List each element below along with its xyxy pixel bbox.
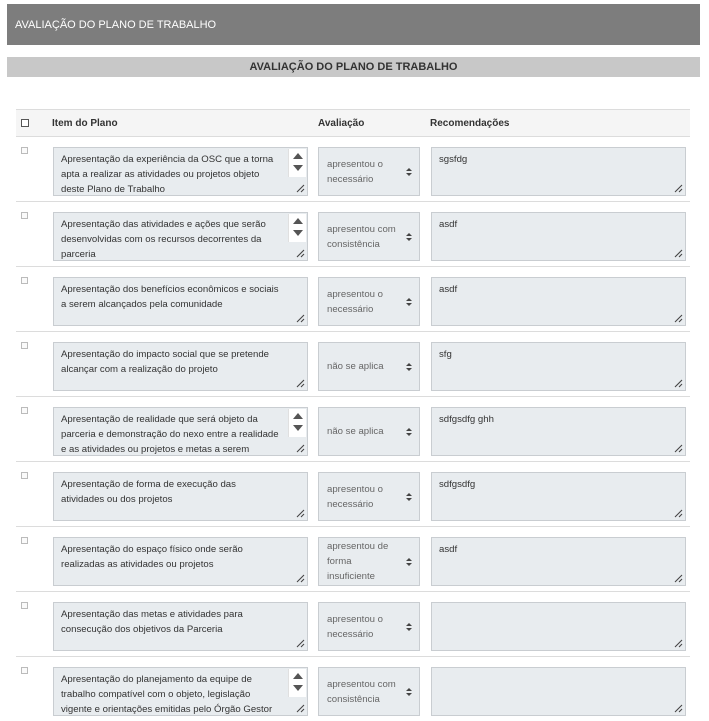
recommendation-textarea[interactable]: [431, 667, 686, 716]
scroll-up-icon[interactable]: [293, 673, 303, 679]
evaluation-value: apresentou com consistência: [327, 678, 396, 705]
resize-grip-icon[interactable]: [673, 248, 683, 258]
item-text: Apresentação dos benefícios econômicos e sociais a serem alcançados pela comunidade: [61, 284, 279, 310]
table-row: [16, 397, 690, 462]
resize-grip-icon[interactable]: [295, 313, 305, 323]
item-textarea[interactable]: [53, 602, 308, 651]
spinner-arrows-icon[interactable]: [288, 149, 306, 177]
resize-grip-icon[interactable]: [673, 183, 683, 193]
table-row: [16, 202, 690, 267]
evaluation-value: apresentou com consistência: [327, 223, 396, 250]
table-header: [16, 109, 690, 137]
row-checkbox[interactable]: [21, 472, 28, 479]
table-row: [16, 137, 690, 202]
resize-grip-icon[interactable]: [295, 508, 305, 518]
spinner-arrows-icon[interactable]: [288, 214, 306, 242]
recommendation-textarea[interactable]: [431, 602, 686, 651]
resize-grip-icon[interactable]: [673, 443, 683, 453]
item-text: Apresentação das atividades e ações que serão desenvolvidas com os recursos decorrentes da parceria: [61, 219, 266, 260]
resize-grip-icon[interactable]: [673, 378, 683, 388]
item-textarea[interactable]: [53, 537, 308, 586]
evaluation-value: apresentou de forma insuficiente: [327, 541, 389, 582]
table-row: [16, 332, 690, 397]
spinner-arrows-icon[interactable]: [288, 669, 306, 697]
select-arrows-icon: [406, 232, 412, 242]
item-textarea[interactable]: [53, 212, 308, 261]
item-text: Apresentação de realidade que será objeto da parceria e demonstração do nexo entre a realidade e as atividades ou projetos e metas a serem: [61, 414, 279, 455]
resize-grip-icon[interactable]: [673, 573, 683, 583]
recommendation-textarea[interactable]: [431, 537, 686, 586]
evaluation-value: apresentou o necessário: [327, 158, 384, 185]
select-arrows-icon: [406, 362, 412, 372]
item-text: Apresentação do espaço físico onde serão realizadas as atividades ou projetos: [61, 544, 243, 570]
column-header-item: Item do Plano: [52, 118, 118, 129]
recommendation-text: asdf: [439, 219, 458, 230]
evaluation-select[interactable]: [318, 667, 420, 716]
scroll-down-icon[interactable]: [293, 230, 303, 236]
resize-grip-icon[interactable]: [673, 508, 683, 518]
evaluation-select[interactable]: [318, 212, 420, 261]
recommendation-text: sfg: [439, 349, 452, 360]
evaluation-select[interactable]: [318, 407, 420, 456]
table-row: [16, 462, 690, 527]
item-textarea[interactable]: [53, 472, 308, 521]
item-text: Apresentação da experiência da OSC que a torna apta a realizar as atividades ou projetos objeto deste Plano de Trabalho: [61, 154, 274, 195]
resize-grip-icon[interactable]: [295, 443, 305, 453]
resize-grip-icon[interactable]: [295, 183, 305, 193]
item-text: Apresentação do impacto social que se pretende alcançar com a realização do projeto: [61, 349, 269, 375]
select-all-checkbox[interactable]: [21, 119, 29, 127]
evaluation-select[interactable]: [318, 602, 420, 651]
column-header-recommendations: Recomendações: [430, 118, 510, 129]
recommendation-textarea[interactable]: [431, 342, 686, 391]
item-text: Apresentação das metas e atividades para consecução dos objetivos da Parceria: [61, 609, 243, 635]
select-arrows-icon: [406, 557, 412, 567]
scroll-down-icon[interactable]: [293, 425, 303, 431]
recommendation-textarea[interactable]: [431, 407, 686, 456]
recommendation-text: sdfgsdfg: [439, 479, 476, 490]
scroll-up-icon[interactable]: [293, 153, 303, 159]
page-header-title: AVALIAÇÃO DO PLANO DE TRABALHO: [15, 18, 217, 31]
table-row: [16, 267, 690, 332]
evaluation-value: não se aplica: [327, 361, 384, 372]
select-arrows-icon: [406, 492, 412, 502]
resize-grip-icon[interactable]: [295, 638, 305, 648]
item-text: Apresentação do planejamento da equipe de trabalho compatível com o objeto, legislação vigente e orientações emitidas pelo Órgão Gestor: [61, 674, 273, 715]
row-checkbox[interactable]: [21, 602, 28, 609]
scroll-up-icon[interactable]: [293, 218, 303, 224]
resize-grip-icon[interactable]: [295, 573, 305, 583]
row-checkbox[interactable]: [21, 537, 28, 544]
item-textarea[interactable]: [53, 147, 308, 196]
scroll-up-icon[interactable]: [293, 413, 303, 419]
recommendation-text: sdfgsdfg ghh: [439, 414, 494, 425]
resize-grip-icon[interactable]: [673, 703, 683, 713]
evaluation-select[interactable]: [318, 277, 420, 326]
recommendation-textarea[interactable]: [431, 147, 686, 196]
table-row: [16, 657, 690, 721]
item-textarea[interactable]: [53, 667, 308, 716]
page-header: [7, 4, 700, 45]
evaluation-value: apresentou o necessário: [327, 613, 384, 640]
recommendation-textarea[interactable]: [431, 472, 686, 521]
row-checkbox[interactable]: [21, 667, 28, 674]
resize-grip-icon[interactable]: [295, 703, 305, 713]
table-row: [16, 527, 690, 592]
scroll-down-icon[interactable]: [293, 165, 303, 171]
table-row: [16, 592, 690, 657]
evaluation-value: apresentou o necessário: [327, 483, 384, 510]
row-checkbox[interactable]: [21, 407, 28, 414]
item-textarea[interactable]: [53, 407, 308, 456]
evaluation-select[interactable]: [318, 472, 420, 521]
evaluation-table: [16, 109, 690, 721]
recommendation-text: asdf: [439, 284, 458, 295]
resize-grip-icon[interactable]: [673, 638, 683, 648]
spinner-arrows-icon[interactable]: [288, 409, 306, 437]
select-arrows-icon: [406, 687, 412, 697]
recommendation-textarea[interactable]: [431, 277, 686, 326]
item-text: Apresentação de forma de execução das atividades ou dos projetos: [61, 479, 236, 505]
column-header-evaluation: Avaliação: [318, 118, 365, 129]
table-body: [16, 137, 690, 721]
evaluation-select[interactable]: [318, 147, 420, 196]
row-checkbox[interactable]: [21, 212, 28, 219]
item-textarea[interactable]: [53, 342, 308, 391]
row-checkbox[interactable]: [21, 277, 28, 284]
select-arrows-icon: [406, 622, 412, 632]
checkbox-icon: [21, 119, 29, 127]
recommendation-text: asdf: [439, 544, 458, 555]
section-title-text: AVALIAÇÃO DO PLANO DE TRABALHO: [249, 61, 458, 73]
evaluation-value: apresentou o necessário: [327, 288, 384, 315]
recommendation-textarea[interactable]: [431, 212, 686, 261]
select-arrows-icon: [406, 167, 412, 177]
evaluation-select[interactable]: [318, 342, 420, 391]
resize-grip-icon[interactable]: [673, 313, 683, 323]
evaluation-select[interactable]: [318, 537, 420, 586]
row-checkbox[interactable]: [21, 342, 28, 349]
recommendation-text: sgsfdg: [439, 154, 468, 165]
section-title: [7, 57, 700, 77]
scroll-down-icon[interactable]: [293, 685, 303, 691]
resize-grip-icon[interactable]: [295, 378, 305, 388]
resize-grip-icon[interactable]: [295, 248, 305, 258]
row-checkbox[interactable]: [21, 147, 28, 154]
select-arrows-icon: [406, 297, 412, 307]
evaluation-value: não se aplica: [327, 426, 384, 437]
item-textarea[interactable]: [53, 277, 308, 326]
select-arrows-icon: [406, 427, 412, 437]
